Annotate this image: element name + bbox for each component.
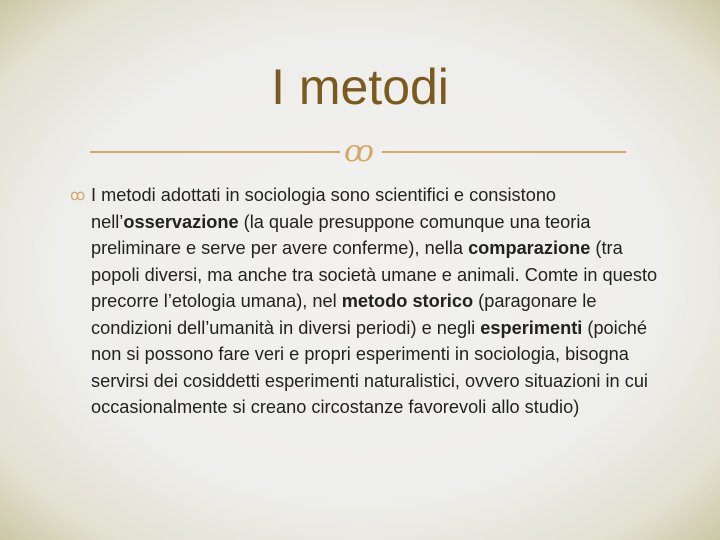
body-seg: (tra popoli diversi, ma anche tra società umane e animali. Comte in questo precorre l’etologia umana), nel xyxy=(91,238,658,311)
divider-left xyxy=(90,151,340,153)
body-seg: (la quale presuppone comunque una teoria preliminare e serve per avere conferme), nella xyxy=(91,211,591,258)
body-bold-seg: osservazione xyxy=(123,211,239,232)
body-bold-seg: esperimenti xyxy=(480,317,583,338)
body-seg: (poiché non si possono fare veri e propri esperimenti in sociologia, bisogna servirsi dei cosiddetti esperimenti naturalistici, ovvero situazioni in cui occasionalmente si creano circostanze favorevoli allo studio) xyxy=(91,317,648,417)
divider-right xyxy=(382,151,626,153)
body-seg: (paragonare le condizioni dell’umanità in diversi periodi) e negli xyxy=(91,291,597,338)
body-seg: I metodi adottati in sociologia sono scientifici e consistono nell’ xyxy=(91,185,557,232)
slide-title: I metodi xyxy=(271,59,449,115)
fleuron-icon: ꝏ xyxy=(344,134,374,169)
fleuron-bullet-icon: ꝏ xyxy=(70,187,86,204)
body-bold-seg: comparazione xyxy=(468,238,591,258)
slide-body-text xyxy=(91,182,671,421)
body-bold-seg: metodo storico xyxy=(341,291,474,311)
